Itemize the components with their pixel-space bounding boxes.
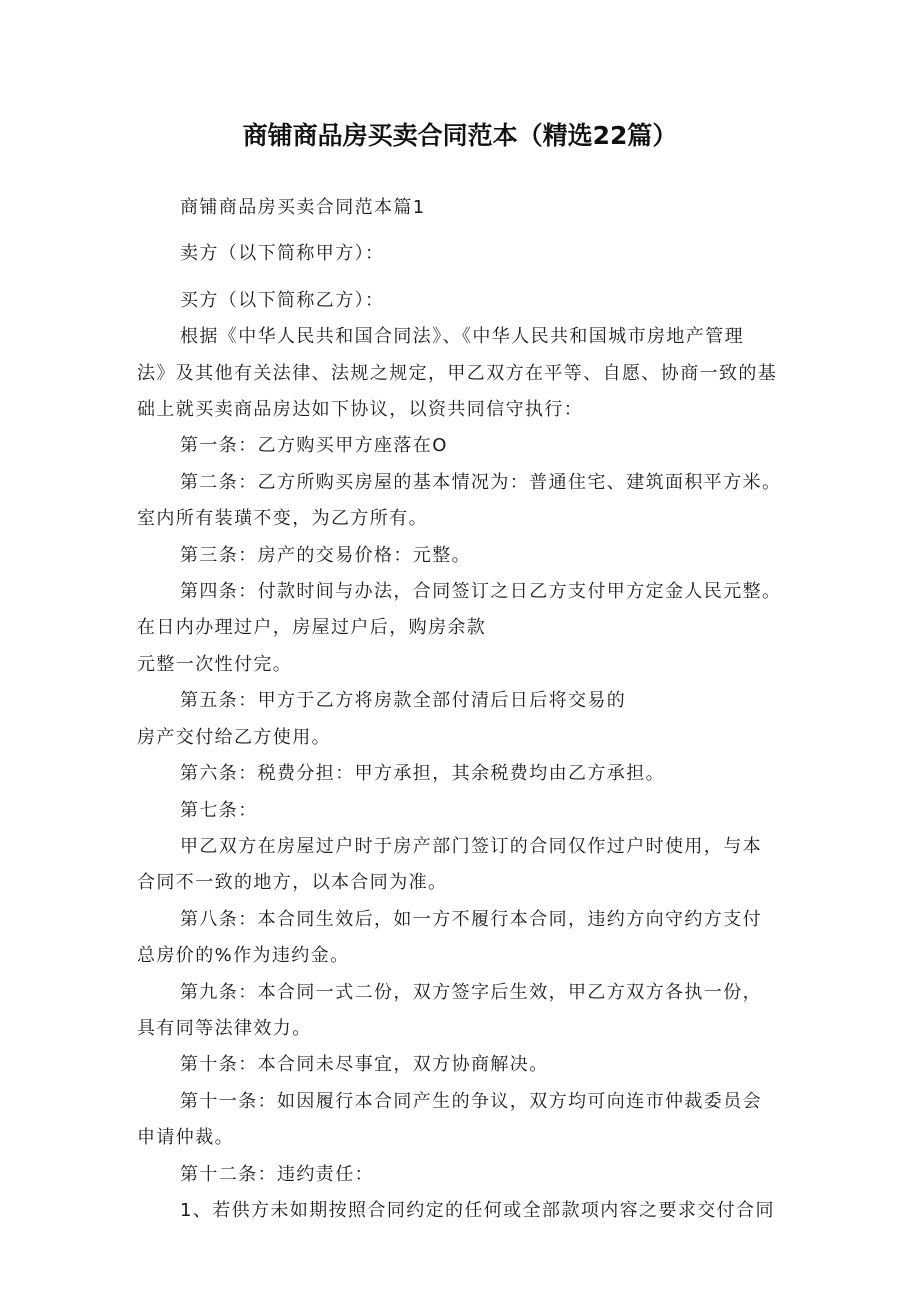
- text-line: 础上就买卖商品房达如下协议，以资共同信守执行：: [137, 399, 584, 421]
- document-title: 商铺商品房买卖合同范本（精选22篇）: [242, 121, 678, 150]
- text-line: 第十条：本合同未尽事宜，双方协商解决。: [180, 1054, 549, 1076]
- text-line: 第四条：付款时间与办法，合同签订之日乙方支付甲方定金人民元整。: [180, 581, 782, 603]
- text-line: 总房价的%作为违约金。: [137, 945, 350, 967]
- text-line: 申请仲裁。: [137, 1127, 234, 1149]
- text-line: 第二条：乙方所购买房屋的基本情况为：普通住宅、建筑面积平方米。: [180, 471, 782, 493]
- text-line: 在日内办理过户，房屋过户后，购房余款: [137, 617, 487, 639]
- text-line: 第九条：本合同一式二份，双方签字后生效，甲乙方双方各执一份，: [180, 981, 762, 1003]
- text-line: 卖方（以下简称甲方）：: [180, 243, 385, 265]
- text-line: 买方（以下简称乙方）：: [180, 289, 385, 311]
- text-line: 法》及其他有关法律、法规之规定，甲乙双方在平等、自愿、协商一致的基: [137, 362, 778, 384]
- document-body: [137, 190, 797, 1229]
- text-line: 具有同等法律效力。: [137, 1017, 312, 1039]
- text-line: 室内所有装璜不变，为乙方所有。: [137, 508, 428, 530]
- text-line: 商铺商品房买卖合同范本篇1: [180, 197, 426, 218]
- text-line: 根据《中华人民共和国合同法》、《中华人民共和国城市房地产管理: [180, 326, 744, 348]
- text-line: 第一条：乙方购买甲方座落在O: [180, 435, 448, 457]
- text-line: 第七条：: [180, 799, 258, 821]
- text-line: 第十一条：如因履行本合同产生的争议，双方均可向连市仲裁委员会: [180, 1090, 762, 1112]
- text-line: 第十二条：违约责任：: [180, 1163, 374, 1185]
- text-line: 1、若供方未如期按照合同约定的任何或全部款项内容之要求交付合同: [180, 1199, 775, 1221]
- text-line: 第三条：房产的交易价格：元整。: [180, 544, 471, 566]
- text-line: 甲乙双方在房屋过户时于房产部门签订的合同仅作过户时使用，与本: [180, 835, 762, 857]
- text-line: 房产交付给乙方使用。: [137, 726, 331, 748]
- text-line: 第五条：甲方于乙方将房款全部付清后日后将交易的: [180, 690, 627, 712]
- text-line: 合同不一致的地方，以本合同为准。: [137, 872, 448, 894]
- text-line: 第八条：本合同生效后，如一方不履行本合同，违约方向守约方支付: [180, 908, 762, 930]
- text-line: 元整一次性付完。: [137, 653, 293, 675]
- text-line: 第六条：税费分担：甲方承担，其余税费均由乙方承担。: [180, 763, 665, 785]
